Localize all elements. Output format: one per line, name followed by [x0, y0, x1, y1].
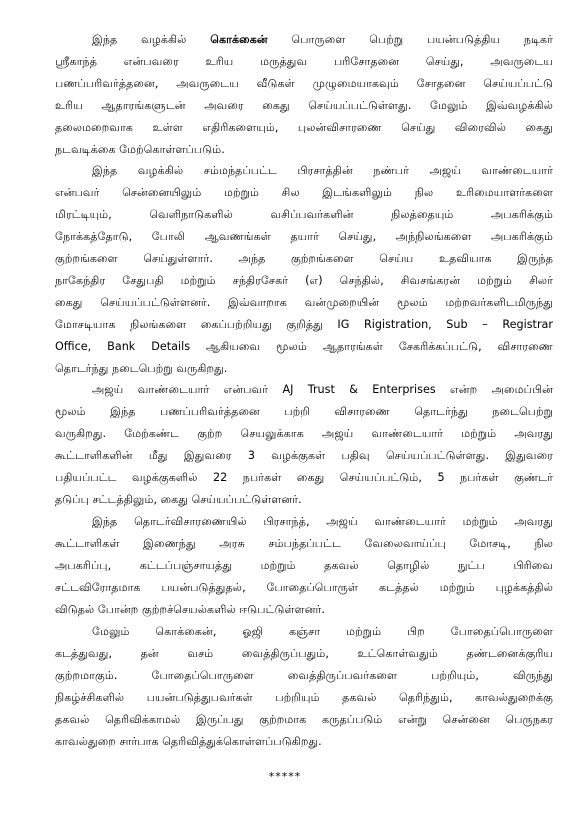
paragraph-1	[55, 29, 553, 161]
text-line: தடுப்பு சட்டத்திலும், கைது செய்யப்பட்டுள்ளனர்.	[55, 493, 302, 506]
end-marker: *****	[268, 770, 302, 783]
text-line: அஜய் வாண்டையார் என்பவர் AJ Trust & Enterprises என்ற அமைப்பின்	[92, 383, 553, 396]
paragraph-3	[55, 379, 553, 511]
paragraph-4	[55, 511, 553, 621]
text-line: அபகரிப்பு, கட்டப்பஞ்சாயத்து மற்றும் தகவல் தொழில் நுட்ப பிரிவை	[55, 559, 553, 572]
text-line: இந்த தொடர்விசாரணையில் பிரசாந்த், அஜய் வாண்டையார் மற்றும் அவரது	[92, 515, 553, 528]
text-line: உரிய ஆதாரங்களுடன் அவரை கைது செய்யப்பட்டுள்ளது. மேலும் இவ்வழக்கில்	[55, 99, 553, 112]
text-line: கூட்டாளிகளின் மீது இதுவரை 3 வழக்குகள் பதிவு செய்யப்பட்டுள்ளது. இதுவரை	[55, 449, 553, 462]
text-line: குற்றமாகும். போதைப்பொருளை வைத்திருப்பவர்களை பற்றியும், விருந்து	[55, 669, 553, 682]
text-line: நிகழ்ச்சிகளில் பயன்படுத்துபவர்கள் பற்றியும் தகவல் தெரிந்தும், காவல்துறைக்கு	[55, 691, 553, 704]
text-line: மேலும் கொக்கைன், ஓஜி கஞ்சா மற்றும் பிற போதைப்பொருளை	[92, 625, 553, 638]
text-line: நோக்கத்தோடு, போலி ஆவணங்கள் தயார் செய்து, அந்நிலங்களை அபகரிக்கும்	[55, 230, 553, 243]
text-run: இந்த வழக்கில்	[92, 33, 211, 46]
text-line: ஸ்ரீகாந்த் என்பவரை உரிய மருத்துவ பரிசோதனை செய்து, அவருடைய	[55, 55, 553, 68]
text-line: வருகிறது. மேற்கண்ட குற்ற செயலுக்காக அஜய் வாண்டையார் மற்றும் அவரது	[55, 427, 553, 440]
text-line: தலைமறைவாக உள்ள எதிரிகளையும், புலன்விசாரணை செய்து விரைவில் கைது	[55, 121, 553, 134]
text-line: தகவல் தெரிவிக்காமல் இருப்பது குற்றமாக கருதப்படும் என்று சென்னை பெருநகர	[55, 713, 553, 726]
text-line: பதியப்பட்ட வழக்குகளில் 22 நபர்கள் கைது செய்யப்பட்டும், 5 நபர்கள் குண்டர்	[55, 471, 553, 484]
text-line: என்பவர் சென்னையிலும் மற்றும் சில இடங்களிலும் நில உரிமையாளர்களை	[55, 186, 553, 199]
text-line: மிரட்டியும், வெளிநாடுகளில் வசிப்பவர்களின் நிலத்தையும் அபகரிக்கும்	[55, 208, 553, 221]
text-run: பொருளை பெற்று பயன்படுத்திய நடிகர்	[267, 33, 553, 46]
text-line: சட்டவிரோதமாக பயன்படுத்துதல், போதைப்பொருள் கடத்தல் மற்றும் புழக்கத்தில்	[55, 581, 553, 594]
text-line: கூட்டாளிகள் இணைந்து அரசு சம்பந்தப்பட்ட வேலைவாய்ப்பு மோசடி, நில	[55, 537, 553, 550]
text-line: குற்றங்களை செய்துள்ளார். அந்த குற்றங்களை செய்ய உதவியாக இருந்த	[55, 252, 553, 265]
text-line	[55, 29, 553, 51]
text-line: நடவடிக்கை மேற்கொள்ளப்படும்.	[55, 143, 225, 156]
paragraph-2	[55, 160, 553, 380]
text-line: விடுதல் போன்ற குற்றச்செயல்களில் ஈடுபட்டுள்ளனர்.	[55, 603, 325, 616]
text-line: காவல்துறை சார்பாக தெரிவித்துக்கொள்ளப்படுகிறது.	[55, 735, 322, 748]
bold-term: கொக்கைன்	[210, 33, 268, 46]
text-line: கடத்துவது, தன் வசம் வைத்திருப்பதும், உட்கொள்வதும் தண்டனைக்குரிய	[55, 647, 553, 660]
text-line: தொடர்ந்து நடைபெற்று வருகிறது.	[55, 362, 228, 375]
text-line: பணப்பரிவர்த்தனை, அவருடைய வீடுகள் முழுமையாகவும் சோதனை செய்யப்பட்டு	[55, 77, 553, 90]
text-line: இந்த வழக்கில் சம்மந்தப்பட்ட பிரசாத்தின் நண்பர் அஜய் வாண்டையார்	[92, 164, 553, 177]
text-line: மோசடியாக நிலங்களை கைப்பற்றியது குறித்து IG Rigistration, Sub – Registrar	[55, 318, 553, 331]
text-line: மூலம் இந்த பணப்பரிவர்த்தனை பற்றி விசாரணை தொடர்ந்து நடைபெற்று	[55, 405, 553, 418]
text-line: கைது செய்யப்பட்டுள்ளனர். இவ்வாறாக வன்முறையின் மூலம் மற்றவர்களிடமிருந்து	[55, 296, 553, 309]
text-line: நாகேந்திர சேதுபதி மற்றும் சந்திரசேகர் (எ) செந்தில், சிவசங்கரன் மற்றும் சிலர்	[55, 274, 553, 287]
paragraph-5	[55, 621, 553, 753]
text-line: Office, Bank Details ஆகியவை மூலம் ஆதாரங்கள் சேகரிக்கப்பட்டு, விசாரணை	[55, 340, 553, 353]
